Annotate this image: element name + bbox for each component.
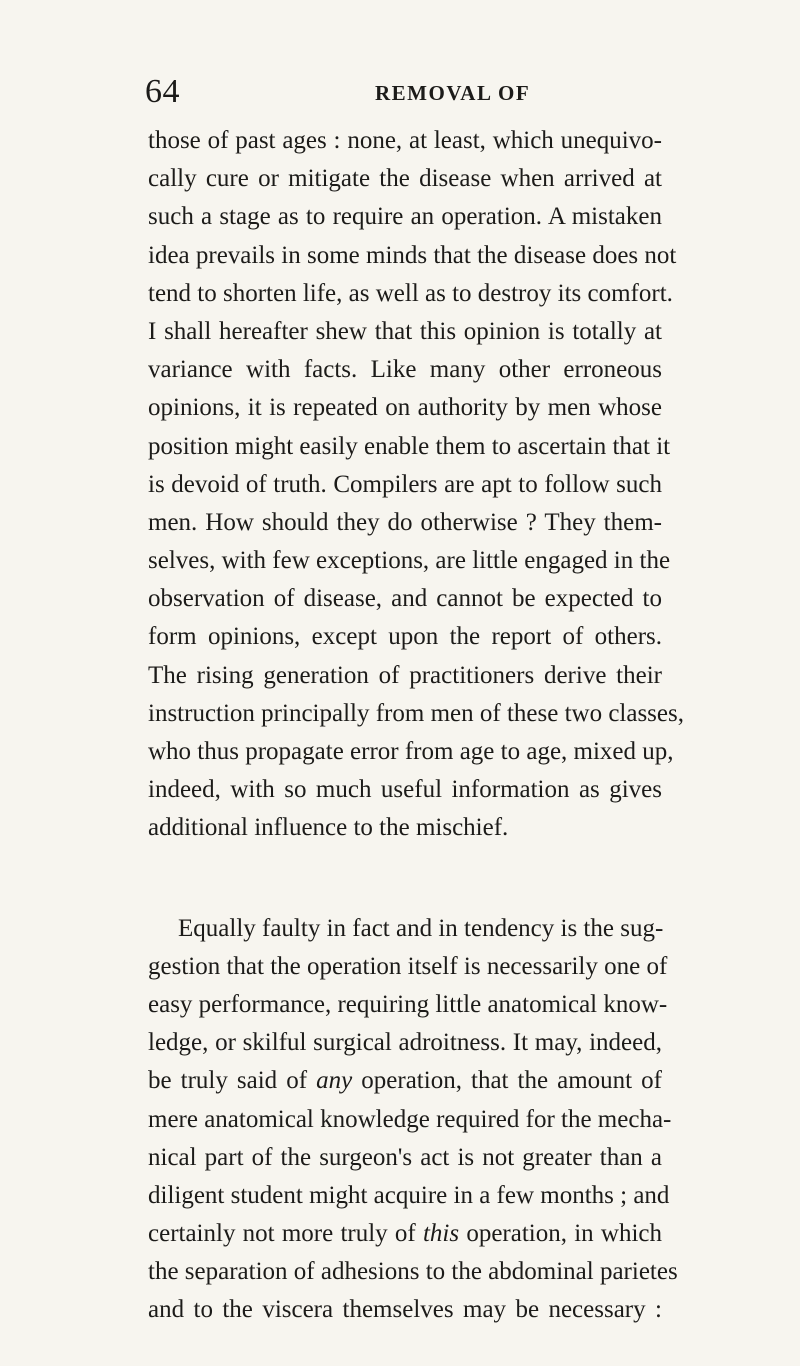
text-line: observation of disease, and cannot be expected to <box>148 585 662 613</box>
text-line: opinions, it is repeated on authority by men whose <box>148 394 662 422</box>
paragraph-1 <box>148 122 684 848</box>
text-line: ledge, or skilful surgical adroitness. It may, indeed, <box>148 1029 662 1057</box>
text-line: I shall hereafter shew that this opinion is totally at <box>148 317 662 345</box>
text-line: the separation of adhesions to the abdominal parietes <box>148 1258 678 1286</box>
text-line: diligent student might acquire in a few months ; and <box>148 1181 670 1209</box>
italic-word: any <box>316 1067 353 1095</box>
text-line: position might easily enable them to ascertain that it <box>148 432 671 460</box>
italic-word: this <box>422 1220 460 1248</box>
text-line: Equally faulty in fact and in tendency is the sug- <box>178 914 664 942</box>
text-line: indeed, with so much useful information as gives <box>148 776 662 804</box>
paragraph-2 <box>148 910 678 1330</box>
text-line: variance with facts. Like many other erroneous <box>148 356 662 384</box>
text-line: cally cure or mitigate the disease when arrived at <box>148 165 662 193</box>
text-line <box>148 1215 662 1253</box>
text-line: those of past ages : none, at least, which unequivo- <box>148 127 662 154</box>
text-line: The rising generation of practitioners derive their <box>148 661 662 689</box>
text-line: gestion that the operation itself is necessarily one of <box>148 952 668 980</box>
text-line: and to the viscera themselves may be necessary : <box>148 1296 662 1324</box>
text-line: form opinions, except upon the report of others. <box>148 623 662 651</box>
text-line: additional influence to the mischief. <box>148 814 509 842</box>
text-segment: certainly not more truly of <box>148 1220 423 1248</box>
paragraph-gap <box>148 848 662 910</box>
body-text <box>148 122 684 1330</box>
text-line: is devoid of truth. Compilers are apt to follow such <box>148 470 662 498</box>
text-line: selves, with few exceptions, are little engaged in the <box>148 547 671 575</box>
text-line: tend to shorten life, as well as to destroy its comfort. <box>148 279 673 307</box>
text-line: idea prevails in some minds that the disease does not <box>148 241 677 269</box>
text-line: men. How should they do otherwise ? They them- <box>148 508 662 536</box>
text-line: instruction principally from men of these two classes, <box>148 699 684 727</box>
text-line: such a stage as to require an operation. A mistaken <box>148 203 662 231</box>
text-segment: be truly said of <box>148 1067 317 1095</box>
text-line: mere anatomical knowledge required for the mecha- <box>148 1105 672 1133</box>
page-number: 64 <box>145 73 180 110</box>
text-line: nical part of the surgeon's act is not greater than a <box>148 1143 662 1171</box>
text-segment: operation, that the amount of <box>352 1067 662 1095</box>
text-line <box>148 1062 662 1100</box>
text-line: easy performance, requiring little anatomical know- <box>148 990 668 1018</box>
text-line: who thus propagate error from age to age, mixed up, <box>148 738 674 765</box>
running-head: REMOVAL OF <box>375 81 531 105</box>
page-header <box>145 72 665 112</box>
text-segment: operation, in which <box>459 1220 662 1248</box>
